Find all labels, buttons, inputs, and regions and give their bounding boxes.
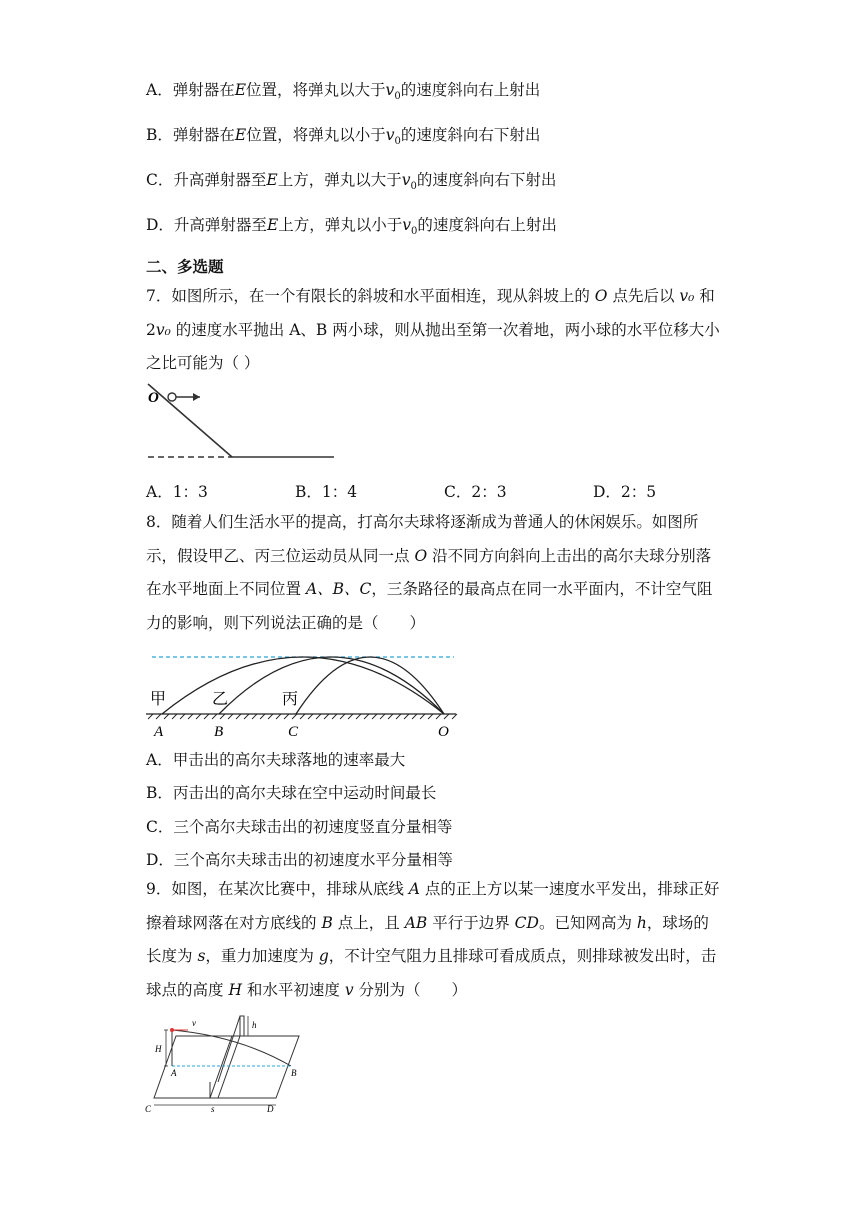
q8-option-d: D．三个高尔夫球击出的初速度水平分量相等 xyxy=(146,851,453,869)
q8-label-b: B xyxy=(214,724,224,740)
q7-option-a: A．1：3 xyxy=(146,483,208,501)
q9-fig-label-h: h xyxy=(252,1020,257,1030)
q9-fig-label-v: v xyxy=(192,1018,196,1028)
q9-fig-label-d: D xyxy=(267,1104,274,1114)
q6-option-a: A．弹射器在E位置，将弹丸以大于$v_0$的速度斜向右上射出 xyxy=(146,81,541,103)
q9-fig-label-s: s xyxy=(211,1104,215,1114)
q8-golf-figure xyxy=(144,648,460,740)
section-title-multiple-choice: 二、多选题 xyxy=(146,257,224,276)
q8-text: 8．随着人们生活水平的提高，打高尔夫球将逐渐成为普通人的休闲娱乐。如图所示，假设甲乙、丙三位运动员从同一点 O 沿不同方向斜向上击出的高尔夫球分别落在水平地面上不同位置 A、B、C，三条路径的最高点在同一水平面内，不计空气阻力的影响，则下列说法正确的是（ ） xyxy=(146,513,713,632)
q8-option-b: B．丙击出的高尔夫球在空中运动时间最长 xyxy=(146,784,437,802)
q8-label-yi: 乙 xyxy=(212,691,229,708)
q8-label-a: A xyxy=(154,724,164,740)
q8-option-c: C．三个高尔夫球击出的初速度竖直分量相等 xyxy=(146,818,453,836)
q8-option-a: A．甲击出的高尔夫球落地的速率最大 xyxy=(146,751,406,769)
q8-label-o: O xyxy=(438,724,449,740)
q9-fig-label-H: H xyxy=(155,1044,162,1054)
q7-figure-label-o: O xyxy=(148,390,159,406)
q7-text: 7．如图所示，在一个有限长的斜坡和水平面相连，现从斜坡上的 O 点先后以 v₀ 和 2v₀ 的速度水平抛出 A、B 两小球，则从抛出至第一次着地，两小球的水平位移大小之比可能为（ ） xyxy=(146,287,720,372)
q6-option-c: C．升高弹射器至E上方，弹丸以大于$v_0$的速度斜向右下射出 xyxy=(146,171,557,193)
q7-option-d: D．2：5 xyxy=(593,483,657,501)
q8-label-c: C xyxy=(288,724,299,740)
q8-label-jia: 甲 xyxy=(150,691,167,708)
q7-slope-figure xyxy=(144,382,344,464)
q8-label-bing: 丙 xyxy=(282,691,299,708)
q6-option-d: D．升高弹射器至E上方，弹丸以小于$v_0$的速度斜向右上射出 xyxy=(146,216,557,238)
q9-fig-label-c: C xyxy=(145,1104,152,1114)
q7-option-b: B．1：4 xyxy=(295,483,358,501)
q9-volleyball-figure xyxy=(144,1014,304,1116)
q9-fig-label-a: A xyxy=(171,1068,177,1078)
q7-option-c: C．2：3 xyxy=(444,483,507,501)
q9-text: 9．如图，在某次比赛中，排球从底线 A 点的正上方以某一速度水平发出，排球正好擦着球网落在对方底线的 B 点上，且 AB 平行于边界 CD。已知网高为 h，球场的长度为 s，重力加速度为 g，不计空气阻力且排球可看成质点，则排球被发出时，击球点的高度 H 和水平初速度 v 分别为（ ） xyxy=(146,880,720,999)
q6-option-b: B．弹射器在E位置，将弹丸以小于$v_0$的速度斜向右下射出 xyxy=(146,126,541,148)
q9-fig-label-b: B xyxy=(291,1068,297,1078)
